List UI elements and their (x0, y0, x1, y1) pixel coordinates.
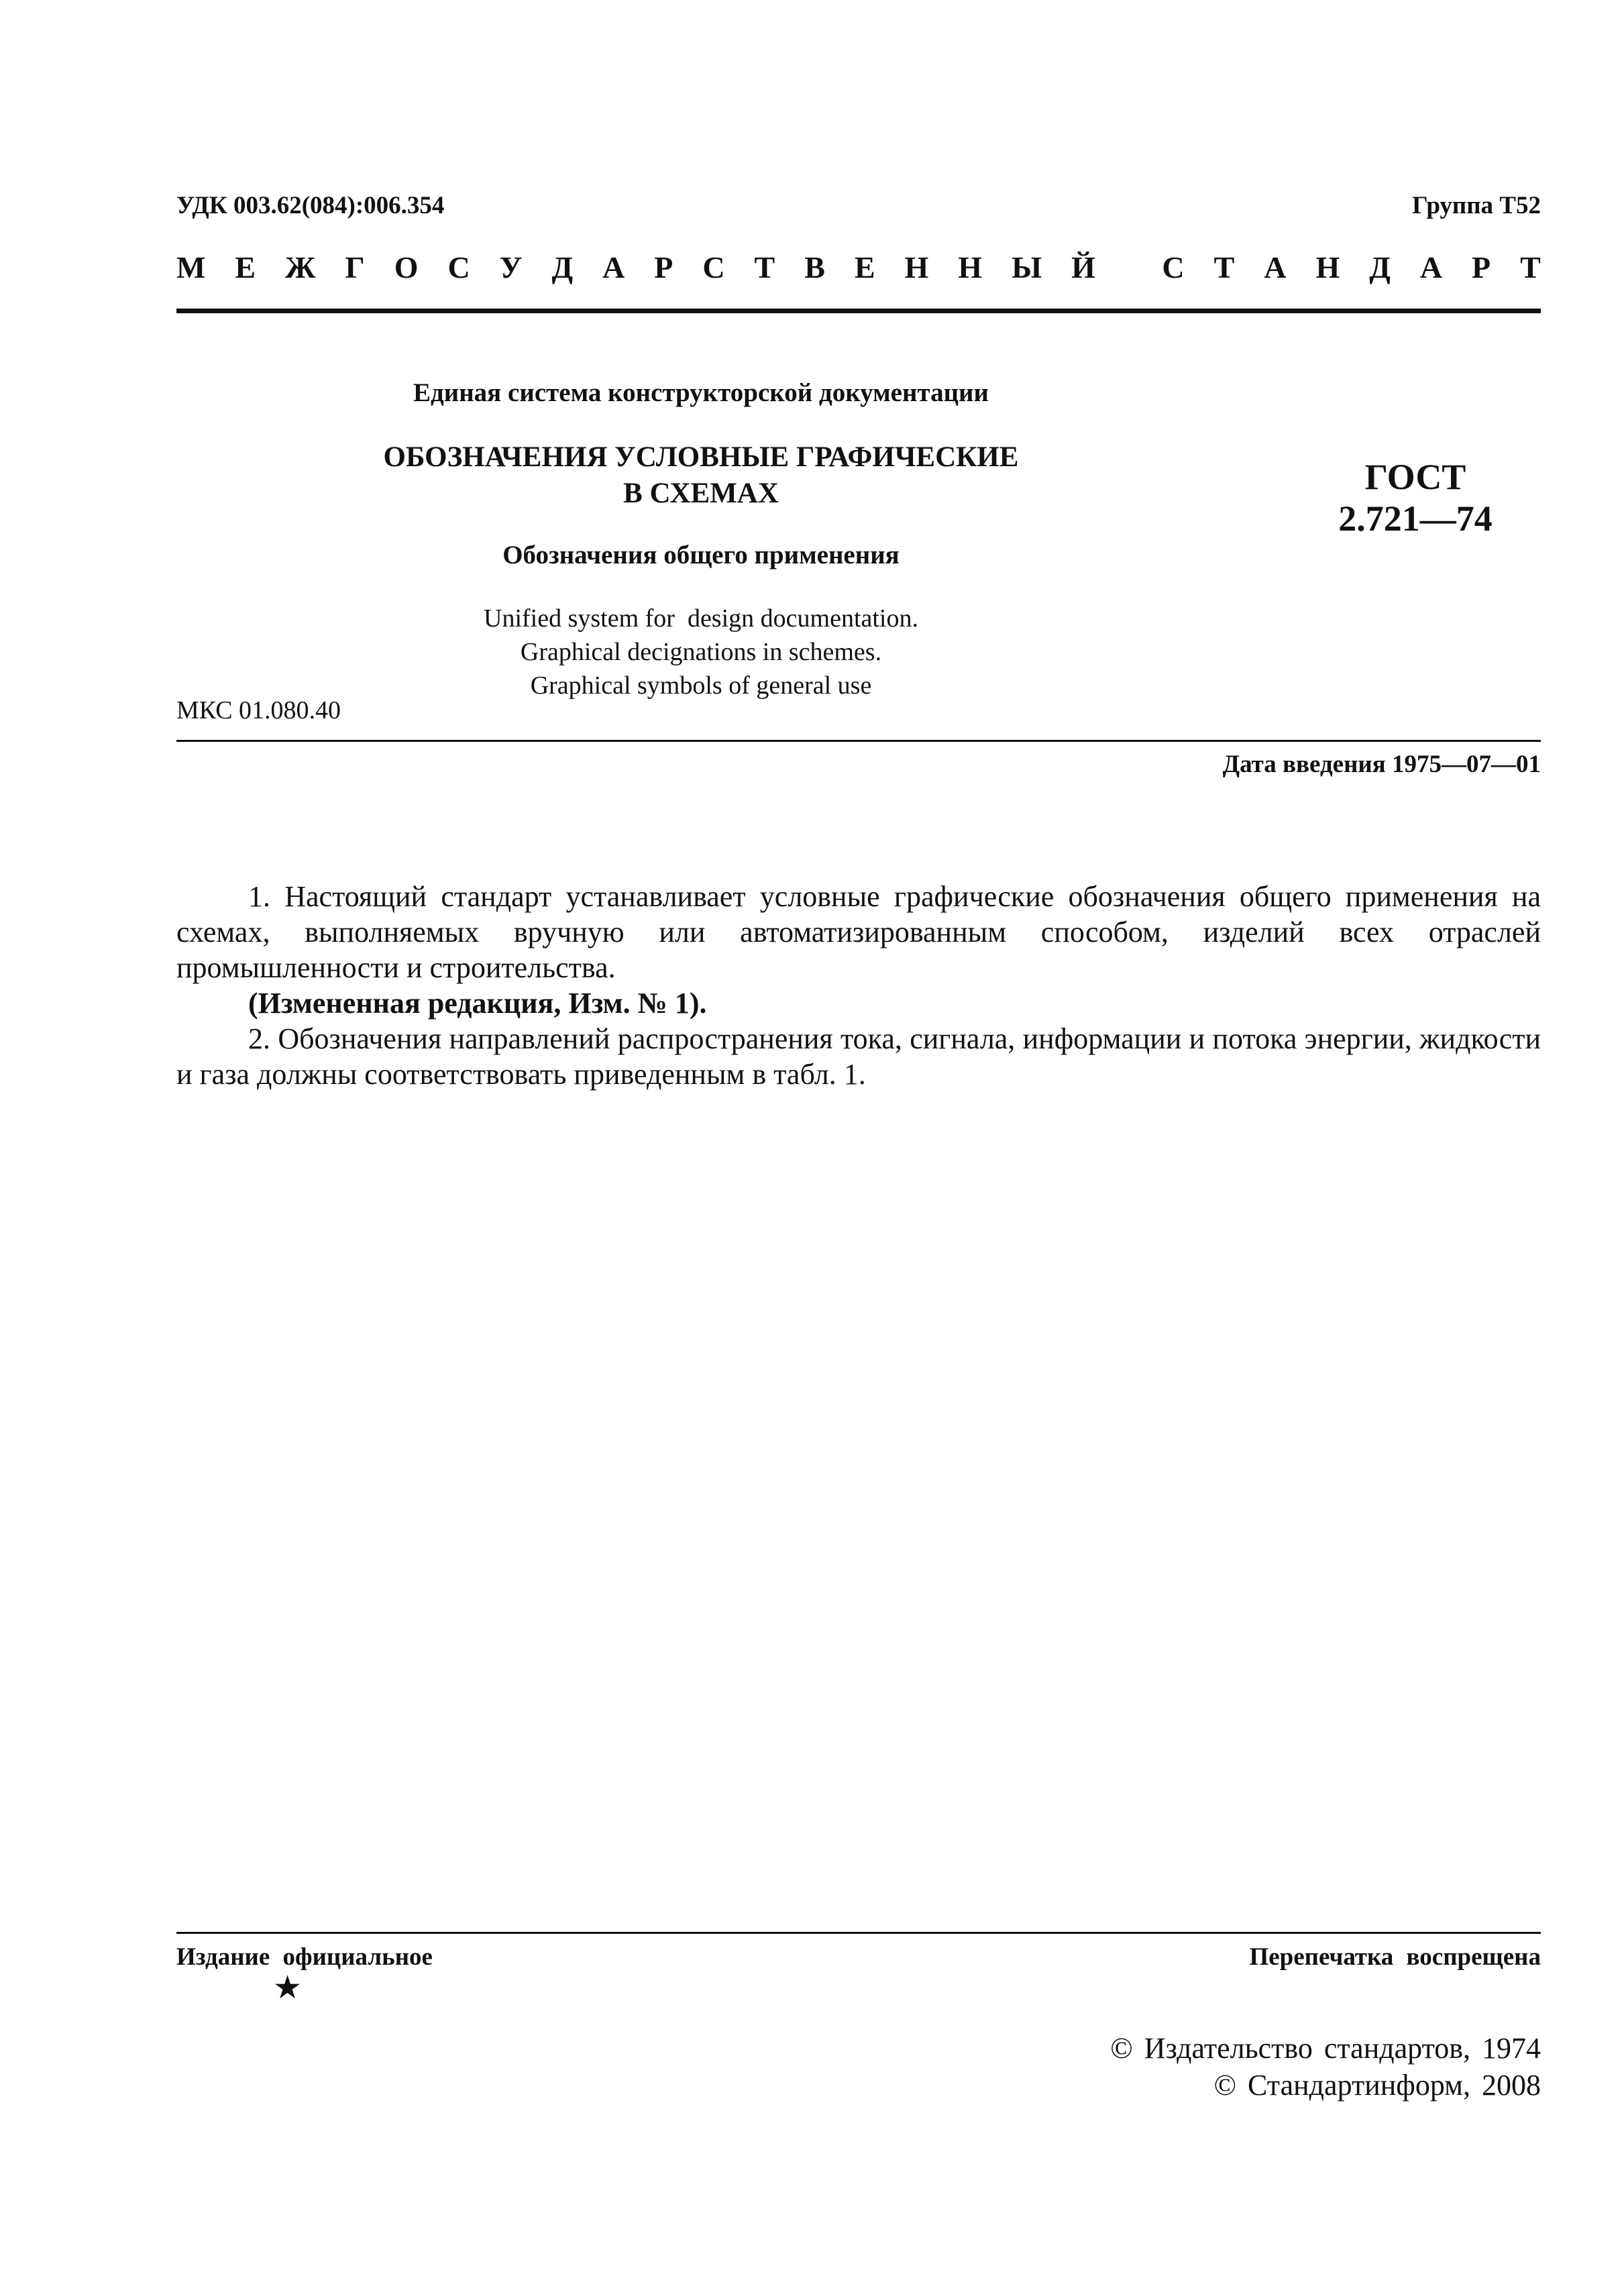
footer-divider (176, 1932, 1541, 1934)
standard-type-letter: Т (754, 250, 775, 284)
gost-label: ГОСТ (1364, 457, 1466, 497)
standard-type-letter: Т (1520, 250, 1541, 284)
title-divider (176, 740, 1541, 742)
paragraph-2: 2. Обозначения направлений распространения тока, сигнала, информации и потока энергии, жидкости и газа должны соответствовать приведенным в табл. 1. (176, 1022, 1541, 1091)
standard-type-letter: С (1162, 250, 1185, 284)
series-title: Единая система конструкторской документации (413, 378, 989, 407)
standard-type-letters (176, 250, 1541, 285)
standard-type-letter: Т (1213, 250, 1235, 284)
mks-code: МКС 01.080.40 (176, 696, 341, 724)
standard-type-letter: С (447, 250, 470, 284)
gost-designation (1301, 456, 1529, 539)
reprint-prohibited-label: Перепечатка воспрещена (1249, 1943, 1541, 1971)
standard-type-letter: А (1419, 250, 1443, 284)
document-title-line-2: В СХЕМАХ (623, 478, 779, 509)
official-edition-label: Издание официальное (176, 1943, 433, 1971)
standard-type-letter: Й (1071, 250, 1095, 284)
standard-type-letter: Е (235, 250, 256, 284)
standard-type-letter: Ж (285, 250, 316, 284)
standard-type-letter: В (804, 250, 825, 284)
standard-type-letter: О (394, 250, 419, 284)
english-title-line-1: Unified system for design documentation. (484, 604, 918, 633)
star-icon: ★ (273, 1970, 303, 2006)
standard-type-letter: Д (551, 250, 574, 284)
copyright-1974: © Издательство стандартов, 1974 (1110, 2032, 1541, 2065)
standard-type-letter: Г (345, 250, 365, 284)
standard-type-letter: Ы (1012, 250, 1042, 284)
standard-type-letter: С (702, 250, 725, 284)
document-title (315, 439, 1087, 512)
english-title-line-3: Graphical symbols of general use (530, 671, 872, 700)
standard-type-letter: Д (1369, 250, 1391, 284)
paragraph-1: 1. Настоящий стандарт устанавливает условные графические обозначения общего применения на схемах, выполняемых вручную или автоматизированным способом, изделий всех отраслей промышленности и строительства. (176, 880, 1541, 984)
document-subtitle: Обозначения общего применения (502, 541, 900, 569)
gost-number: 2.721—74 (1338, 498, 1493, 539)
standard-type-letter (1125, 250, 1133, 285)
copyright-2008: © Стандартинформ, 2008 (1213, 2069, 1541, 2102)
standard-type-letter: Р (1472, 250, 1491, 284)
group-code: Группа Т52 (1412, 192, 1541, 219)
english-title (315, 602, 1087, 702)
english-title-line-2: Graphical decignations in schemes. (520, 638, 882, 666)
document-title-line-1: ОБОЗНАЧЕНИЯ УСЛОВНЫЕ ГРАФИЧЕСКИЕ (383, 441, 1019, 473)
standard-type-letter: У (499, 250, 523, 284)
standard-type-letter: А (602, 250, 625, 284)
document-body (176, 879, 1541, 1092)
standard-type-letter: Н (1315, 250, 1340, 284)
standard-type-letter: Н (958, 250, 983, 284)
standard-type-letter: А (1264, 250, 1287, 284)
header-divider (176, 309, 1541, 313)
amendment-note: (Измененная редакция, Изм. № 1). (248, 987, 707, 1020)
standard-type-heading (176, 250, 1541, 285)
standard-type-letter: М (176, 250, 206, 284)
udk-code: УДК 003.62(084):006.354 (176, 192, 445, 219)
standard-type-letter: Е (854, 250, 875, 284)
intro-date: Дата введения 1975—07—01 (1222, 751, 1541, 778)
standard-type-letter: Р (654, 250, 673, 284)
standard-type-letter: Н (904, 250, 929, 284)
